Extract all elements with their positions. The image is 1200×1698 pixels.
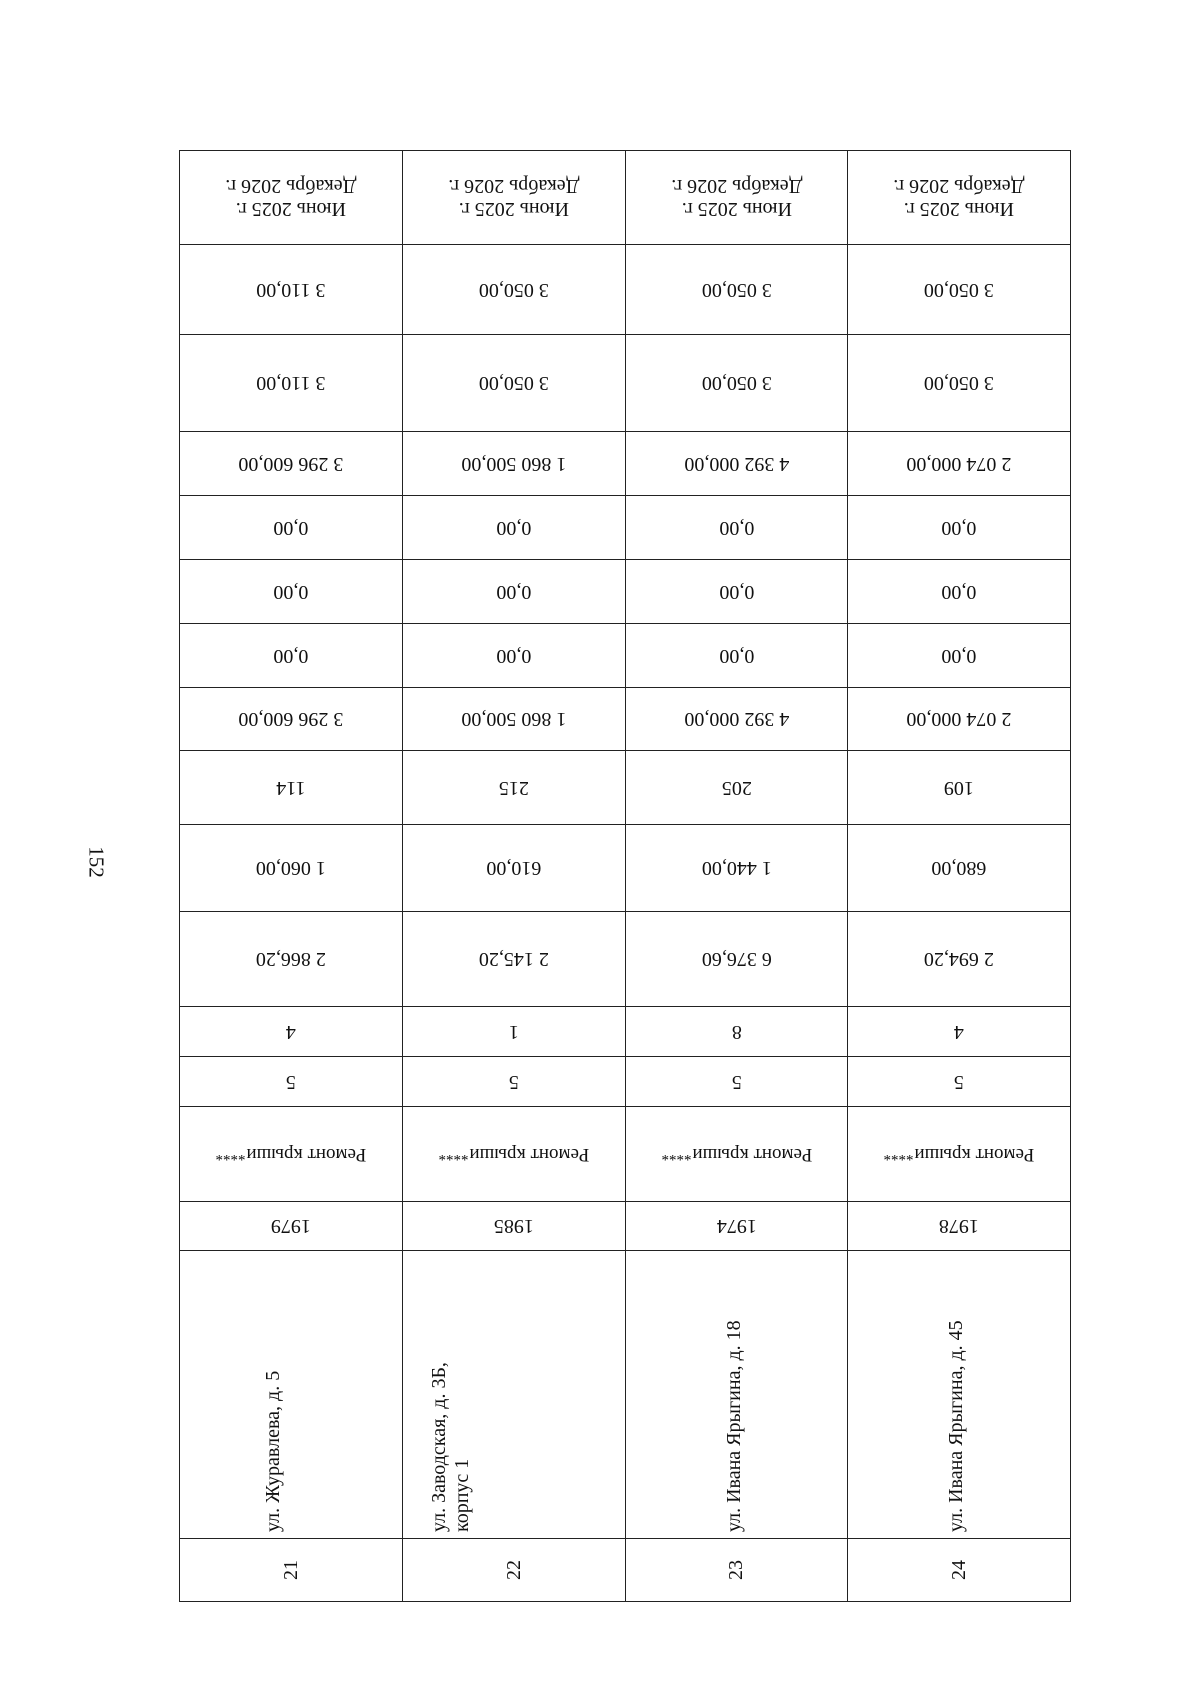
total-cell: 3 296 600,00 [238,453,344,475]
floors-cell: 5 [402,1057,625,1106]
address-text: ул. Ивана Ярыгина, д. 18 [722,1320,745,1532]
work-type-cell: Ремонт крыши **** [847,1107,1070,1201]
cost-cell: 3 110,00 [256,279,326,301]
address-cell [625,1251,848,1538]
total-cell: 4 392 000,00 [625,688,848,750]
table-row-f1 [180,623,1070,687]
address-text: ул. Журавлева, д. 5 [262,1370,284,1532]
value-cell: 0,00 [625,496,848,559]
table-row-f3 [180,495,1070,559]
area-cell: 1 060,00 [255,857,326,880]
table-row-work-type [180,1106,1070,1201]
table-row-cost-1 [180,244,1070,334]
area-cell: 2 866,20 [255,948,326,971]
residents-cell: 109 [847,751,1070,824]
area-cell: 6 376,60 [625,912,848,1006]
value-cell: 0,00 [847,496,1070,559]
table-row-area [180,911,1070,1006]
table-row-residents [180,750,1070,824]
floors-cell: 5 [285,1071,296,1093]
value-cell: 0,00 [402,624,625,687]
total-cell: 1 860 500,00 [402,432,625,495]
period-cell: Июнь 2025 г. Декабрь 2026 г. [402,151,625,244]
cost-cell: 3 050,00 [847,335,1070,431]
area-cell: 1 440,00 [625,825,848,911]
entrances-cell: 4 [285,1021,296,1043]
period-cell: Июнь 2025 г. Декабрь 2026 г. [847,151,1070,244]
value-cell: 0,00 [273,517,309,539]
value-cell: 0,00 [273,581,309,603]
period-cell: Июнь 2025 г. Декабрь 2026 г. [625,151,848,244]
cost-cell: 3 050,00 [625,245,848,334]
number-cell: 21 [279,1560,302,1580]
year-cell: 1979 [270,1215,311,1238]
address-text: ул. Заводская, д. 3Б, корпус 1 [427,1362,473,1532]
year-cell: 1974 [625,1202,848,1250]
value-cell: 0,00 [402,496,625,559]
number-cell: 24 [847,1539,1070,1601]
table-row-year [180,1201,1070,1250]
work-type-cell: Ремонт крыши **** [215,1143,367,1165]
value-cell: 0,00 [273,645,309,667]
table-row-area-2 [180,824,1070,911]
value-cell: 0,00 [847,624,1070,687]
work-type-cell: Ремонт крыши **** [625,1107,848,1201]
table-row-total [180,687,1070,750]
cost-cell: 3 050,00 [847,245,1070,334]
table-row-entrances [180,1006,1070,1056]
table-row-total-2 [180,431,1070,495]
value-cell: 0,00 [847,560,1070,623]
page-number: 152 [84,846,109,878]
area-cell: 610,00 [402,825,625,911]
total-cell: 2 074 000,00 [847,688,1070,750]
floors-cell: 5 [625,1057,848,1106]
number-cell: 23 [625,1539,848,1601]
residents-cell: 215 [402,751,625,824]
table-row-floors [180,1056,1070,1106]
address-cell [180,1251,402,1538]
total-cell: 4 392 000,00 [625,432,848,495]
table-row-cost-2 [180,334,1070,431]
entrances-cell: 4 [847,1007,1070,1056]
year-cell: 1985 [402,1202,625,1250]
data-table [179,150,1071,1602]
address-text: ул. Ивана Ярыгина, д. 45 [945,1320,968,1532]
entrances-cell: 1 [402,1007,625,1056]
total-cell: 3 296 600,00 [238,708,344,731]
table-row-period [180,151,1070,244]
period-cell: Июнь 2025 г. Декабрь 2026 г. [225,175,357,221]
cost-cell: 3 110,00 [256,372,326,395]
table-row-address [180,1250,1070,1538]
area-cell: 2 145,20 [402,912,625,1006]
work-type-cell: Ремонт крыши **** [402,1107,625,1201]
cost-cell: 3 050,00 [402,245,625,334]
table-row-number [180,1538,1070,1601]
total-cell: 1 860 500,00 [402,688,625,750]
value-cell: 0,00 [402,560,625,623]
value-cell: 0,00 [625,560,848,623]
value-cell: 0,00 [625,624,848,687]
year-cell: 1978 [847,1202,1070,1250]
residents-cell: 114 [276,777,306,799]
area-cell: 680,00 [847,825,1070,911]
cost-cell: 3 050,00 [625,335,848,431]
entrances-cell: 8 [625,1007,848,1056]
area-cell: 2 694,20 [847,912,1070,1006]
table-row-f2 [180,559,1070,623]
floors-cell: 5 [847,1057,1070,1106]
address-cell [402,1251,625,1538]
number-cell: 22 [402,1539,625,1601]
residents-cell: 205 [625,751,848,824]
total-cell: 2 074 000,00 [847,432,1070,495]
address-cell [847,1251,1070,1538]
cost-cell: 3 050,00 [402,335,625,431]
